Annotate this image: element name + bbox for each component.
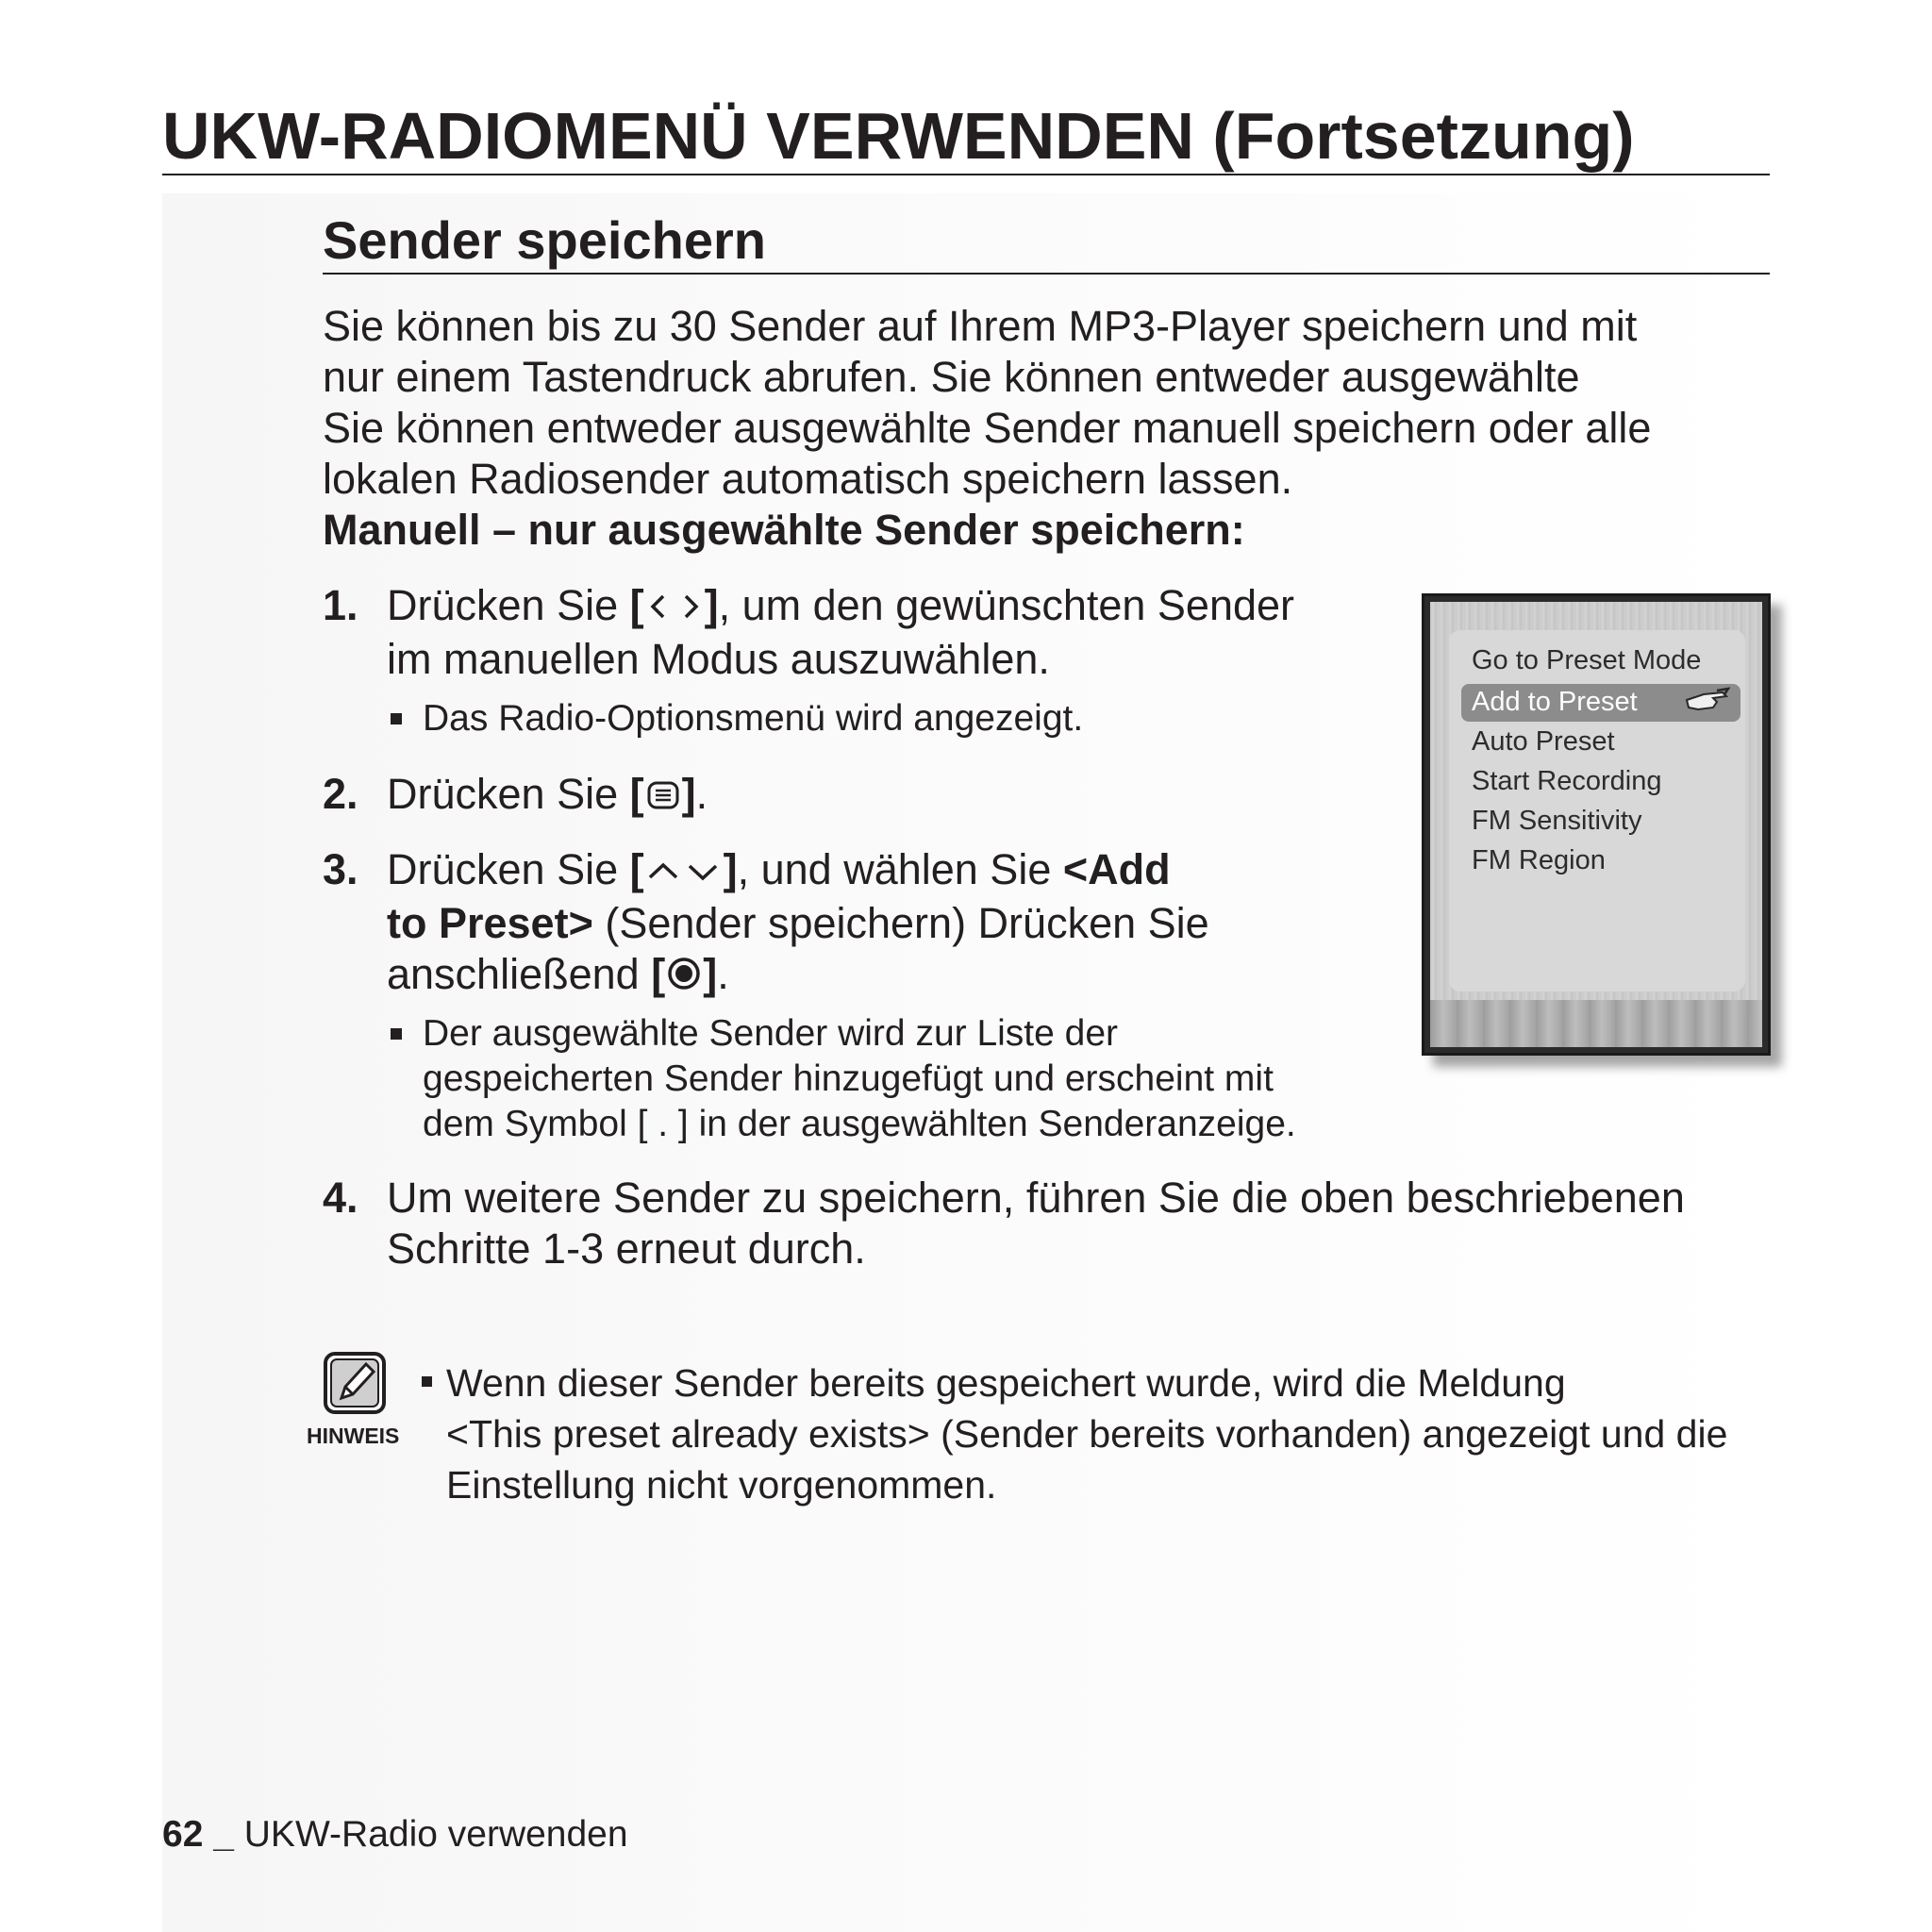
page-footer xyxy=(162,1812,628,1857)
key-bracket: ] xyxy=(703,950,718,999)
footer-section-name: UKW-Radio verwenden xyxy=(243,1814,628,1855)
bullet-square xyxy=(391,713,402,724)
section-divider xyxy=(323,273,1770,275)
menu-button-icon xyxy=(644,772,682,823)
bullet-text: Der ausgewählte Sender wird zur Liste der xyxy=(423,1013,1119,1054)
intro-line: Sie können entweder ausgewählte Sender manuell speichern oder alle xyxy=(323,404,1652,452)
intro-line: nur einem Tastendruck abrufen. Sie können entweder ausgewählte xyxy=(323,353,1580,401)
step-line: im manuellen Modus auszuwählen. xyxy=(387,635,1050,684)
step-text: Drücken Sie xyxy=(387,581,630,629)
left-right-arrow-keys-icon xyxy=(644,583,705,634)
intro-line: lokalen Radiosender automatisch speichern lassen. xyxy=(323,455,1293,503)
step-line: Schritte 1-3 erneut durch. xyxy=(387,1224,866,1273)
select-button-icon xyxy=(665,952,703,1003)
bullet-text: Das Radio-Optionsmenü wird angezeigt. xyxy=(423,698,1084,739)
device-screenshot xyxy=(1422,593,1771,1056)
key-bracket: [ xyxy=(651,950,666,999)
step-line: Um weitere Sender zu speichern, führen Sie die oben beschriebenen xyxy=(387,1174,1685,1222)
subheading: Manuell – nur ausgewählte Sender speichern: xyxy=(323,506,1245,554)
up-down-arrow-keys-icon xyxy=(644,847,724,898)
step-line xyxy=(387,949,1209,1003)
step-text: . xyxy=(717,950,729,999)
step-text: anschließend xyxy=(387,950,652,999)
step-text: , um den gewünschten Sender xyxy=(718,581,1295,629)
intro-paragraph xyxy=(323,301,1775,556)
step-line xyxy=(387,769,708,823)
key-bracket: [ xyxy=(629,581,644,629)
step-number: 3. xyxy=(323,845,358,893)
intro-line: Sie können bis zu 30 Sender auf Ihrem MP3-Player speichern und mit xyxy=(323,302,1638,350)
key-bracket: ] xyxy=(723,845,738,893)
bullet-square xyxy=(422,1376,432,1387)
pointing-hand-icon xyxy=(1685,687,1730,717)
menu-item-auto-preset[interactable]: Auto Preset xyxy=(1472,726,1615,757)
step-text: (Sender speichern) Drücken Sie xyxy=(592,899,1209,948)
step-text: Drücken Sie xyxy=(387,845,630,893)
title-divider xyxy=(162,174,1770,175)
menu-option-name: to Preset> xyxy=(387,899,593,948)
menu-item-fm-sensitivity[interactable]: FM Sensitivity xyxy=(1472,806,1642,836)
menu-item-fm-region[interactable]: FM Region xyxy=(1472,845,1606,875)
menu-item-go-to-preset-mode[interactable]: Go to Preset Mode xyxy=(1472,645,1702,675)
note-line: <This preset already exists> (Sender bereits vorhanden) angezeigt und die xyxy=(446,1412,1728,1456)
page-number: 62 xyxy=(162,1814,204,1855)
step-text: , und wählen Sie xyxy=(737,845,1063,893)
note-line: Einstellung nicht vorgenommen. xyxy=(446,1463,997,1507)
step-text: Drücken Sie xyxy=(387,770,630,818)
menu-option-name: <Add xyxy=(1062,845,1171,893)
pencil-note-icon xyxy=(323,1351,387,1415)
bullet-text: dem Symbol [ . ] in der ausgewählten Senderanzeige. xyxy=(423,1104,1296,1144)
bullet-text: gespeicherten Sender hinzugefügt und erscheint mit xyxy=(423,1058,1274,1099)
note-line: Wenn dieser Sender bereits gespeichert wurde, wird die Meldung xyxy=(446,1361,1566,1405)
radio-options-menu xyxy=(1449,630,1745,991)
footer-separator: _ xyxy=(203,1814,244,1855)
step-line xyxy=(387,898,1209,949)
menu-item-add-to-preset[interactable]: Add to Preset xyxy=(1472,687,1638,717)
key-bracket: [ xyxy=(629,770,644,818)
page-title: UKW-RADIOMENÜ VERWENDEN (Fortsetzung) xyxy=(162,99,1635,173)
note-label: HINWEIS xyxy=(307,1424,400,1448)
key-bracket: ] xyxy=(681,770,696,818)
step-number: 1. xyxy=(323,581,358,629)
bullet-square xyxy=(391,1028,402,1040)
step-line xyxy=(387,844,1209,898)
screen-background-pattern xyxy=(1430,1000,1762,1047)
step-line xyxy=(387,580,1294,634)
menu-item-start-recording[interactable]: Start Recording xyxy=(1472,766,1662,796)
step-number: 4. xyxy=(323,1174,358,1222)
key-bracket: ] xyxy=(704,581,719,629)
section-title: Sender speichern xyxy=(323,210,766,270)
step-number: 2. xyxy=(323,770,358,818)
step-text: . xyxy=(695,770,708,818)
device-screen xyxy=(1430,602,1762,1047)
key-bracket: [ xyxy=(629,845,644,893)
